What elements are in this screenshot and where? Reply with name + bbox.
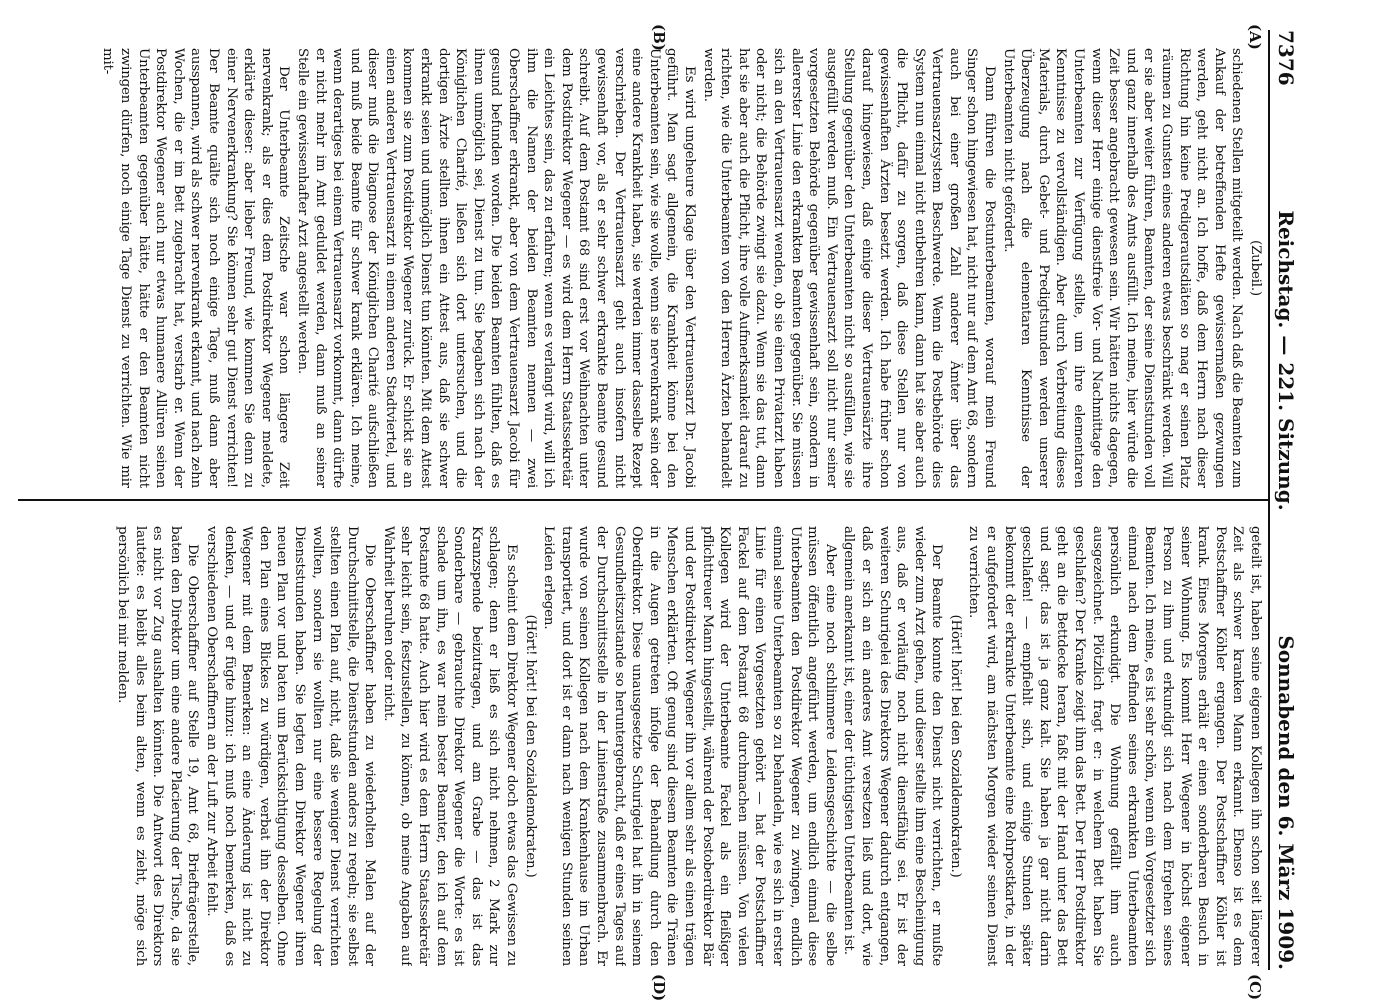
paragraph: Der Unterbeamte Zeitsche war schon längere Zeit nervenkrank; als er dies dem Postdirektor Wegener meldete, erklärte dieser: aber lieber Freund, wie kommen Sie denn zu einer Nervenerkrankung? Sie können sehr gut Dienst verrichten! Der Beamte quälte sich noch einige Tage, muß dann aber ausspannen, wird als schwer nervenkrank erkannt, und nach zehn Wochen, die er im Bett zugebracht hat, verstarb er. Wenn der Postdirektor Wegener auch nur etwas humanere Allüren seinen Unterbeamten gegenüber hätte, hätte er den Beamten nicht zwingen dürfen, noch einige Tage Dienst zu verrichten. Wie mir mit- bbox=[100, 48, 292, 488]
paragraph: schiedenen Stellen mitgeteilt werden. Nach daß die Beamten zum Ankauf der betreffenden Hefte gewissermaßen gezwungen werden, geht nicht an. Ich hoffe, daß dem Herrn nach dieser Richtung hin keine Predigerautsdiäten so mag er seinen Platz räumen zu Gunsten eines anderen etwas beschränkt werden. Will er sie aber weiter führen, Beamten, der seine Dienststunden voll und ganz innerhalb des Amts ausfüllt. Ich meine, hier würde die Zeit besser angebracht gewesen sein. Wir hätten nichts dagegen, wenn dieser Herr einige dienstfreie Vor- und Nachmittage den Unterbeamten zur Verfügung stellte, um ihre elementaren Kenntnisse zu vervollständigen. Aber durch Verbreitung dieses Materials, durch Gebet- und Predigtstunden werden unserer Überzeugung nach die elementaren Kenntnisse der Unterbeamten nicht gefördert. bbox=[1000, 48, 1245, 488]
paragraph: Aber eine noch schlimmere Leidensgeschichte — die selbe müssen öffentlich angeführt werden, um endlich einmal diese Unterbeamten den Postdirektor Wegener zu zwingen, endlich einmal seine Unterbeamten so zu behandeln, wie es sich in erster Linie für einen Vorgesetzten gehört — hat der Postschaffner Fackel auf dem Postamt 68 durchmachen müssen. Von vielen Kollegen wird der Unterbeamte Fackel als ein fleißiger pflichttreuer Mann hingestellt, während der Postoberdirektor Bär und der Postdirektor Wegener ihn vor allem sehr als einen trägen Menschen erklärten. Oft genug sind diesem Beamten die Tränen in die Augen getreten infolge der Behandlung durch den Oberdirektor. Diese unausgesetzte Schurigelei hat ihn in seinem Gesundheitszustande so heruntergebracht, daß er eines Tages auf der Durchschnittsstelle in der Linienstraße zusammenbrach. Er wurde von seinen Kollegen nach dem Krankenhause im Urban transportiert, und dort ist er dann nach wenigen Stunden seinen Leiden erlegen. bbox=[541, 526, 838, 966]
right-column bbox=[20, 526, 1264, 966]
paragraph: Der Beamte konnte den Dienst nicht verrichten, er mußte wieder zum Arzt gehen, und dieser stellte ihm eine Bescheinigung aus, daß er vorläufig noch nicht dienstfähig sei. Er ist der weiteren Schurigelei des Direktors Wegener dadurch entgangen, daß er sich an ein anderes Amt versetzen ließ und dort, wie allgemein anerkannt ist, einer der tüchtigsten Unterbeamten ist. bbox=[841, 526, 945, 966]
page-title: Reichstag. — 221. Sitzung. bbox=[1274, 210, 1298, 511]
page-number: 7376 bbox=[1274, 30, 1298, 86]
margin-letter-c: (C) bbox=[1246, 974, 1264, 1001]
paragraph: Die Oberschaffner auf Stelle 19, Amt 68, Briefträgerstelle, baten den Direktor um eine andere Placierung der Tische, da sie es nicht vor Zug aushalten könnten. Die Antwort des Direktors lautete: es bleibt alles beim alten, wenn es zieht, möge sich persönlich bei mir melden. bbox=[115, 526, 201, 966]
speaker-name: (Zubeil.) bbox=[1248, 240, 1263, 296]
paragraph: geteilt ist, haben seine eigenen Kollegen ihn schon seit längerer Zeit als schwer kranken Mann erkannt. Ebenso ist es dem Postschaffner Köhler ergangen. Der Postschaffner Köhler ist krank. Eines Morgens erhält er einen sonderbaren Besuch in seiner Wohnung. Es kommt Herr Wegener in höchst eigener Person zu ihm und erkundigt sich nach dem Ergehen seines Beamten. Ich meine, es ist sehr schön, wenn ein Vorgesetzter sich einmal nach dem Befinden seines erkrankten Unterbeamten persönlich erkundigt. Die Wohnung gefällt ihm auch ausgezeichnet. Plötzlich fragt er: in welchem Bett haben Sie geschlafen? Der Kranke zeigt ihm das Bett. Der Herr Postdirektor geht an die Bettdecke heran, faßt mit der Hand unter das Bett und sagt: das ist ja ganz kalt. Sie haben ja gar nicht darin geschlafen! — empfiehlt sich, und einige Stunden später bekommt der erkrankte Unterbeamte eine Rohrpostkarte, in der er aufgefordert wird, am nächsten Morgen wieder seinen Dienst zu verrichten. bbox=[966, 526, 1263, 966]
margin-letter-a: (A) bbox=[1246, 24, 1264, 50]
paragraph: Es scheint dem Direktor Wegener doch etwas das Gewissen zu schlagen; denn er ließ es sich nicht nehmen, 2 Mark zur Kranzspende beizutragen, und am Grabe — das ist das Sonderbare — gebrauchte Direktor Wegener die Worte: es ist schade um ihn, es war mein bester Beamter, den ich auf dem Postamte 68 hatte. Auch hier wird es dem Herrn Staatssekretär sehr leicht sein, festzustellen, zu können, ob meine Angaben auf Wahrheit beruhen oder nicht. bbox=[380, 526, 520, 966]
page-date: Sonnabend den 6. März 1909. bbox=[1274, 635, 1298, 970]
margin-letter-d: (D) bbox=[650, 974, 668, 1001]
page-header bbox=[1268, 30, 1306, 970]
left-column bbox=[20, 48, 1264, 488]
interjection: (Hört! hört! bei den Sozialdemokraten.) bbox=[522, 614, 538, 878]
margin-letter-b: (B) bbox=[650, 24, 668, 51]
paragraph: Die Oberschaffner haben zu wiederholten Malen auf der Durchschnittstelle, die Dienststunden anders zu regeln; sie selbst stellten einen Plan auf, nicht, daß sie weniger Dienst verrichten wollten, sondern sie wollten nur eine bessere Regelung der Dienststunden haben. Sie legten dem Direktor Wegener ihren neuen Plan vor und baten um Berücksichtigung desselben. Ohne den Plan eines Blickes zu würdigen, verbat ihn der Direktor Wegener mit dem Bemerken: an eine Änderung ist nicht zu denken, — und er fügte hinzu: ich muß noch bemerken, daß es verschiedenen Oberschaffnern an der Luft zur Arbeit fehlt. bbox=[203, 526, 378, 966]
paragraph: Dann führen die Postunterbeamten, worauf mein Freund Singer schon hingewiesen hat, nicht nur auf dem Amt 68, sondern auch bei einer großen Zahl anderer Ämter über das Vertrauensarztsystem Beschwerde. Wenn die Postbehörde dies System nun einmal nicht entbehren kann, dann hat sie aber auch die Pflicht, dafür zu sorgen, daß diese Stellen nur von gewissenhaften Ärzten besetzt werden. Ich habe früher schon darauf hingewiesen, daß einige dieser Vertrauensärzte ihre Stellung gegenüber den Unterbeamten nicht so ausfüllen, wie sie ausgefüllt werden muß. Ein Vertrauensarzt soll nicht nur seiner vorgesetzten Behörde gegenüber gewissenhaft sein, sondern in allererster Linie den erkrankten Beamten gegenüber. Sie müssen sich an den Vertrauensarzt wenden, ob sie einen Privatarzt haben oder nicht; die Behörde zwingt sie dazu. Wenn sie das tut, dann hat sie aber auch die Pflicht, ihre volle Aufmerksamkeit darauf zu richten, wie die Unterbeamten von den Herren Ärzten behandelt werden. bbox=[700, 48, 998, 488]
paragraph: Es wird ungeheure Klage über den Vertrauensarzt Dr. Jacobi geführt. Man sagt allgemein, die Krankheit könne bei den Unterbeamten sein, wie sie wolle, wenn sie nervenkrank sein oder eine andere Krankheit haben, sie werden immer dasselbe Rezept verschrieben. Der Vertrauensarzt geht auch insofern nicht gewissenhaft vor, als er sehr schwer erkrankte Beamte gesund schreibt. Auf dem Postamt 68 sind erst vor Weihnachten unter dem Postdirektor Wegener — es wird dem Herrn Staatssekretär ein Leichtes sein, das zu erfahren; wenn es verlangt wird, will ich ihm die Namen der beiden Beamten nennen — zwei Oberschaffner erkrankt, aber von dem Vertrauensarzt Jacobi für gesund befunden worden. Die beiden Beamten fühlten, daß es ihnen unmöglich sei, Dienst zu tun. Sie begaben sich nach der Königlichen Charité, ließen sich dort untersuchen, und die dortigen Ärzte stellten ihnen ein Attest aus, daß sie schwer erkrankt seien und unmöglich Dienst tun könnten. Mit dem Attest kommen sie zum Postdirektor Wegener zurück. Er schickt sie an einen anderen Vertrauensarzt in einem anderen Stadtviertel, und dieser muß die Diagnose der Königlichen Charité aufschließen und muß beide Beamte für schwer krank erklären. Ich meine, wenn derartiges bei einem Vertrauensarzt vorkommt, dann dürfte er nicht mehr im Amt geduldet werden, dann muß an seiner Stelle ein gewissenhafter Arzt angestellt werden. bbox=[294, 48, 697, 488]
interjection: (Hört! hört! bei den Sozialdemokraten.) bbox=[947, 614, 963, 878]
column-divider bbox=[18, 499, 1270, 501]
